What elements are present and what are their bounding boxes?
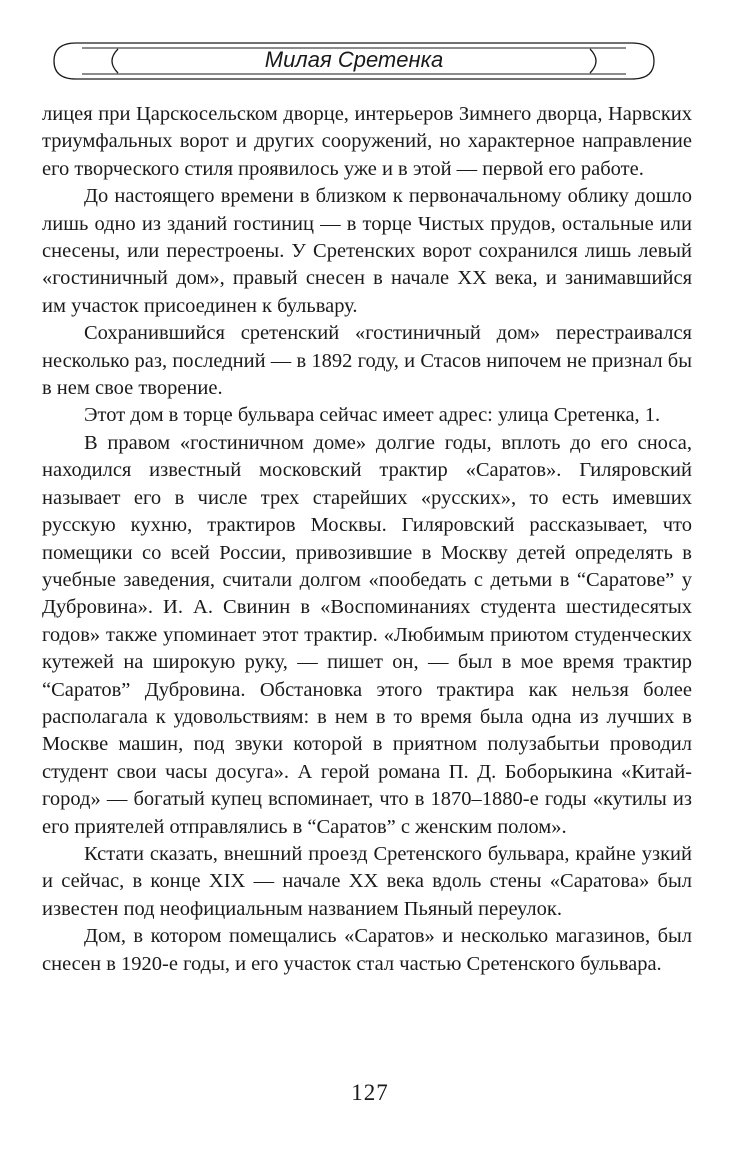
paragraph-continuation: лицея при Царскосельском дворце, интерьеров Зимнего дворца, Нарвских триумфальных ворот и других сооружений, но характерное направление его творческого стиля проявилось уже и в этой — первой его работе. — [42, 103, 692, 180]
page-body-text — [42, 101, 692, 978]
paragraph: Этот дом в торце бульвара сейчас имеет адрес: улица Сретенка, 1. — [84, 404, 661, 427]
paragraph: Сохранившийся сретенский «гостиничный дом» перестраивался несколько раз, последний — в 1892 году, и Стасов нипочем не признал бы в нем свое творение. — [42, 322, 692, 400]
running-header — [52, 40, 656, 82]
page-number: 127 — [351, 1080, 389, 1105]
paragraph: Кстати сказать, внешний проезд Сретенского бульвара, крайне узкий и сейчас, в конце XIX — начале XX века вдоль стены «Саратова» был известен под неофициальным названием Пьяный переулок. — [42, 842, 692, 920]
paragraph: Дом, в котором помещались «Саратов» и несколько магазинов, был снесен в 1920-е годы, и его участок стал частью Сретенского бульвара. — [42, 925, 692, 975]
paragraph: До настоящего времени в близком к первоначальному облику дошло лишь одно из зданий гостиниц — в торце Чистых прудов, остальные или снесены, или перестроены. У Сретенских ворот сохранился лишь левый «гостиничный дом», правый снесен в начале XX века, и занимавшийся им участок присоединен к бульвару. — [42, 185, 692, 317]
running-title: Милая Сретенка — [264, 47, 444, 72]
paragraph: В правом «гостиничном доме» долгие годы, вплоть до его сноса, находился известный московский трактир «Саратов». Гиляровский называет его в числе трех старейших «русских», то есть имевших русскую кухню, трактиров Москвы. Гиляровский рассказывает, что помещики со всей России, привозившие в Москву детей определять в учебные заведения, считали долгом «пообедать с детьми в “Саратове” у Дубровина». И. А. Свинин в «Воспоминаниях студента шестидесятых годов» также упоминает этот трактир. «Любимым приютом студенческих кутежей на широкую руку, — пишет он, — был в мое время трактир “Саратов” Дубровина. Обстановка этого трактира как нельзя более располагала к удовольствиям: в нем в то время была одна из лучших в Москве машин, под звуки которой в приятном полузабытьи проводил студент свои часы досуга». А герой романа П. Д. Боборыкина «Китай-город» — богатый купец вспоминает, что в 1870–1880-е годы «кутилы из его приятелей отправлялись в “Саратов” с женским полом». — [42, 431, 692, 838]
